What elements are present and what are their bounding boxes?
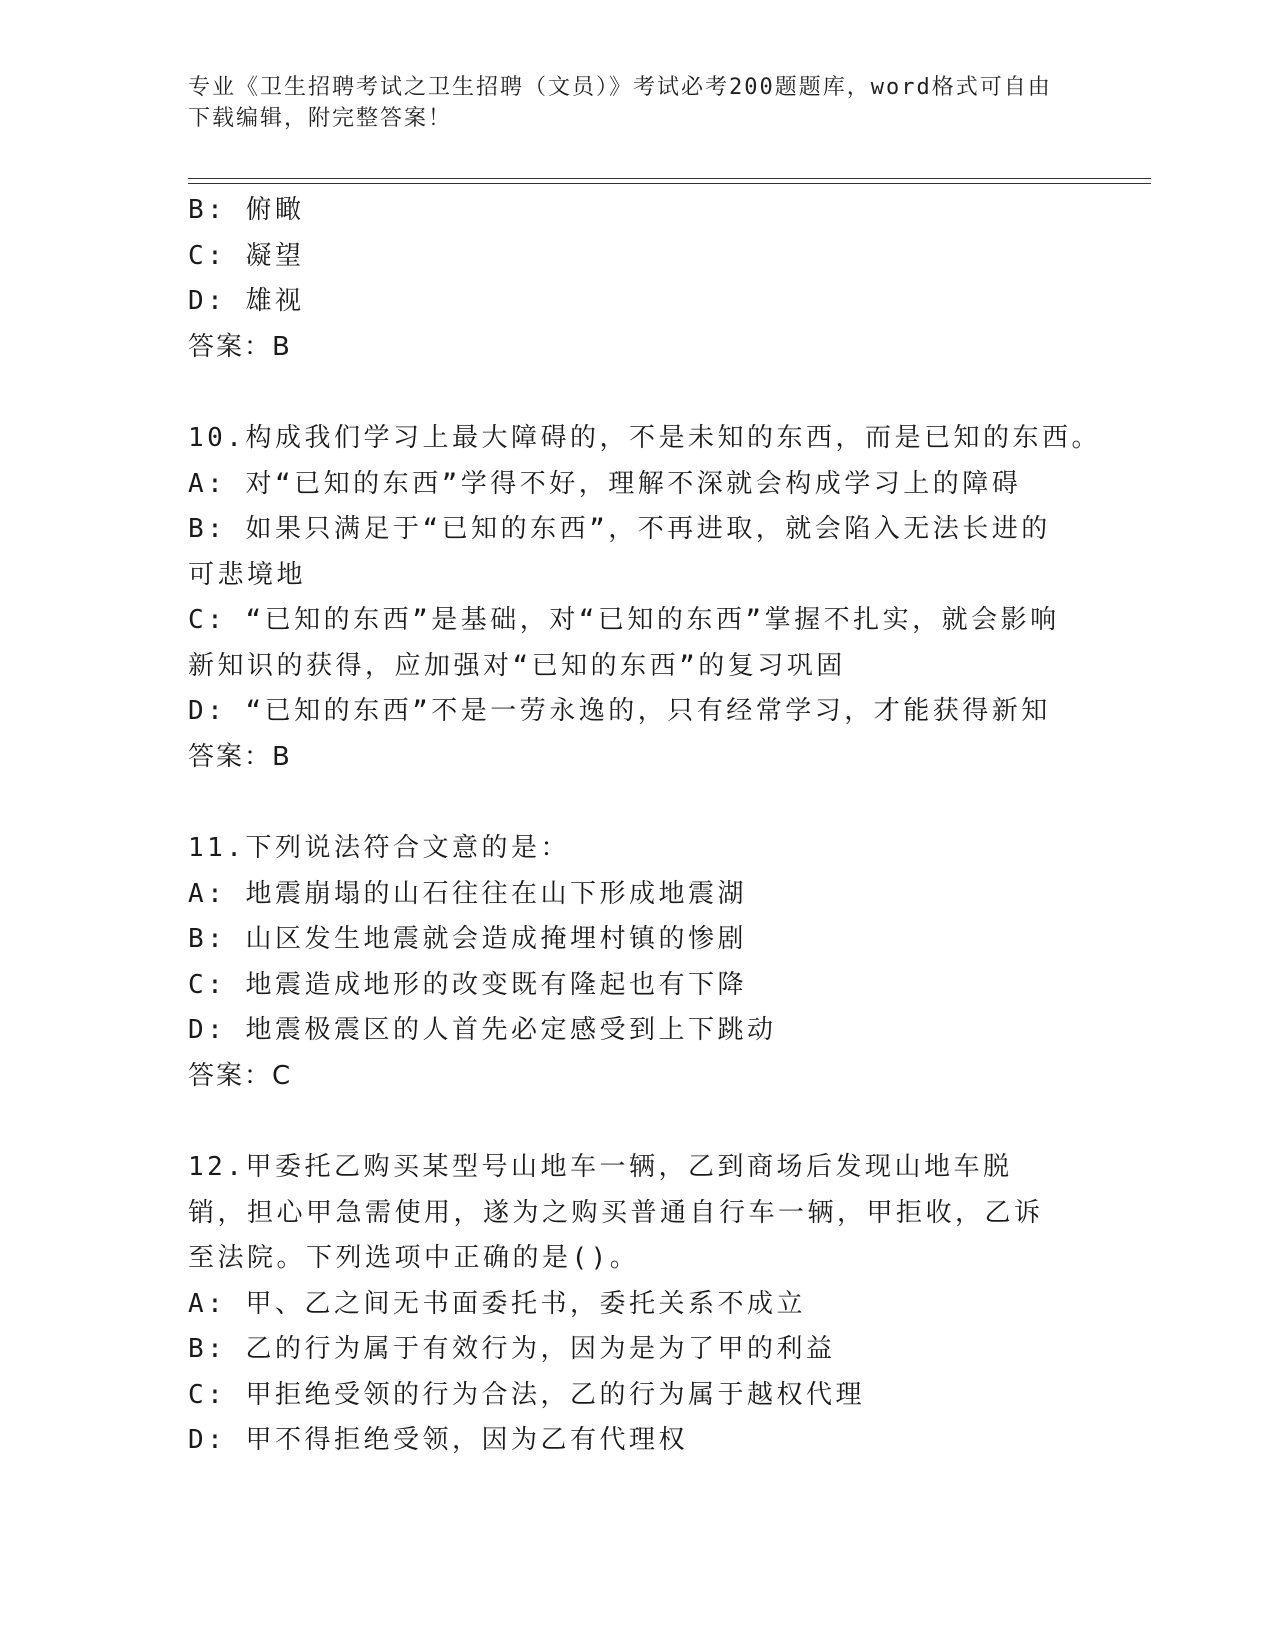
option-a: A: 甲、乙之间无书面委托书，委托关系不成立 — [188, 1288, 806, 1319]
option-c: C: 凝望 — [188, 240, 305, 271]
option-d: D: 雄视 — [188, 286, 305, 316]
option-b: B: 如果只满足于“已知的东西”，不再进取，就会陷入无法长进的可悲境地 — [188, 514, 1051, 590]
option-c: C: “已知的东西”是基础，对“已知的东西”掌握不扎实，就会影响新知识的获得，应加强对“已知的东西”的复习巩固 — [188, 605, 1060, 681]
question-11 — [188, 826, 1088, 1099]
question-stem: 10.构成我们学习上最大障碍的，不是未知的东西，而是已知的东西。 — [188, 423, 1101, 453]
option-c: C: 地震造成地形的改变既有隆起也有下降 — [188, 969, 747, 1000]
option-b: B: 俯瞰 — [188, 195, 305, 225]
question-stem: 11.下列说法符合文意的是： — [188, 833, 570, 863]
question-10 — [188, 416, 1101, 780]
option-d: D: 地震极震区的人首先必定感受到上下跳动 — [188, 1015, 777, 1045]
question-content — [188, 188, 1101, 1464]
option-a: A: 对“已知的东西”学得不好，理解不深就会构成学习上的障碍 — [188, 468, 1022, 499]
prev-question-block — [188, 188, 1088, 370]
header-divider-bottom — [188, 183, 1151, 184]
option-b: B: 山区发生地震就会造成掩埋村镇的惨剧 — [188, 924, 747, 954]
question-12 — [188, 1145, 1088, 1464]
option-d: D: 甲不得拒绝受领，因为乙有代理权 — [188, 1425, 688, 1455]
question-stem: 12.甲委托乙购买某型号山地车一辆，乙到商场后发现山地车脱销，担心甲急需使用，遂为之购买普通自行车一辆，甲拒收，乙诉至法院。下列选项中正确的是()。 — [188, 1152, 1044, 1273]
answer-line: 答案：B — [188, 741, 292, 772]
option-a: A: 地震崩塌的山石往往在山下形成地震湖 — [188, 878, 747, 909]
option-c: C: 甲拒绝受领的行为合法，乙的行为属于越权代理 — [188, 1379, 865, 1410]
answer-line: 答案：C — [188, 1060, 293, 1091]
option-b: B: 乙的行为属于有效行为，因为是为了甲的利益 — [188, 1334, 836, 1364]
document-header: 专业《卫生招聘考试之卫生招聘（文员）》考试必考200题题库，word格式可自由下载编辑，附完整答案！ — [188, 75, 1052, 131]
answer-line: 答案：B — [188, 331, 292, 362]
option-d: D: “已知的东西”不是一劳永逸的，只有经常学习，才能获得新知 — [188, 696, 1051, 726]
header-divider-top — [188, 178, 1151, 179]
